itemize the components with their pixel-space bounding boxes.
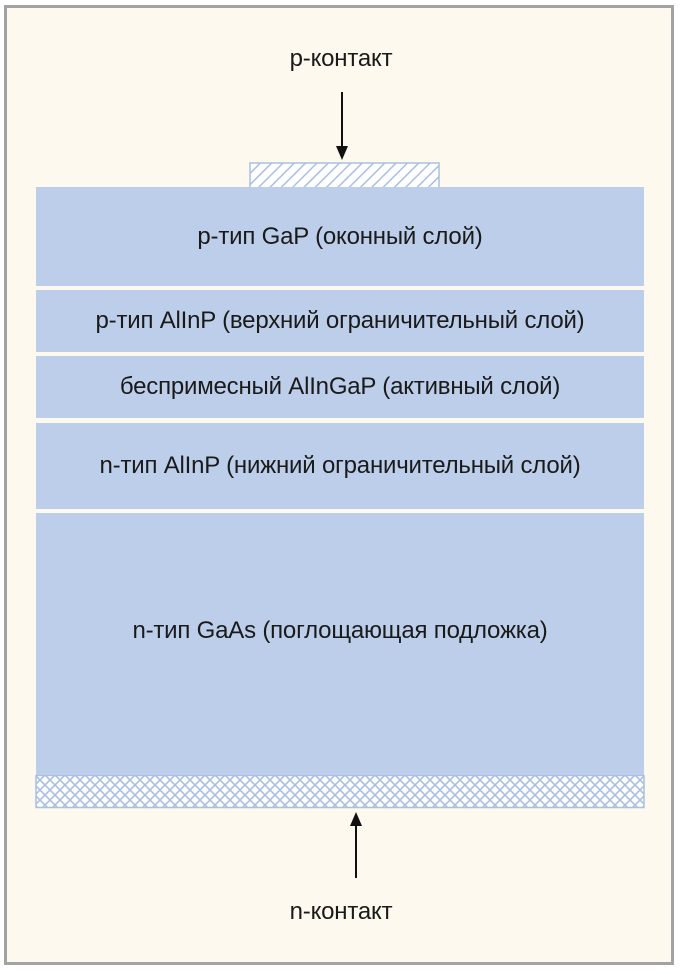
layer-n-gaas-substrate <box>36 513 644 775</box>
p-contact-pad <box>249 162 440 189</box>
n-contact-pad <box>35 775 645 809</box>
layer-p-gap-window <box>36 187 644 286</box>
layer-undoped-alingap-active <box>36 356 644 418</box>
layer-p-alinp-upper-confinement <box>36 290 644 352</box>
layer-n-alinp-lower-confinement <box>36 423 644 509</box>
layer-label: n-тип GaAs (поглощающая подложка) <box>132 617 548 644</box>
layer-label: n-тип AlInP (нижний ограничительный слой) <box>99 452 581 479</box>
p-contact-arrow <box>332 90 352 162</box>
n-contact-label: n-контакт <box>289 898 393 925</box>
layer-label: p-тип AlInP (верхний ограничительный слой) <box>95 307 585 334</box>
layer-label: беспримесный AlInGaP (активный слой) <box>119 373 561 400</box>
p-contact-label: p-контакт <box>289 45 393 72</box>
layer-label: p-тип GaP (оконный слой) <box>197 222 483 250</box>
n-contact-arrow <box>346 808 366 880</box>
